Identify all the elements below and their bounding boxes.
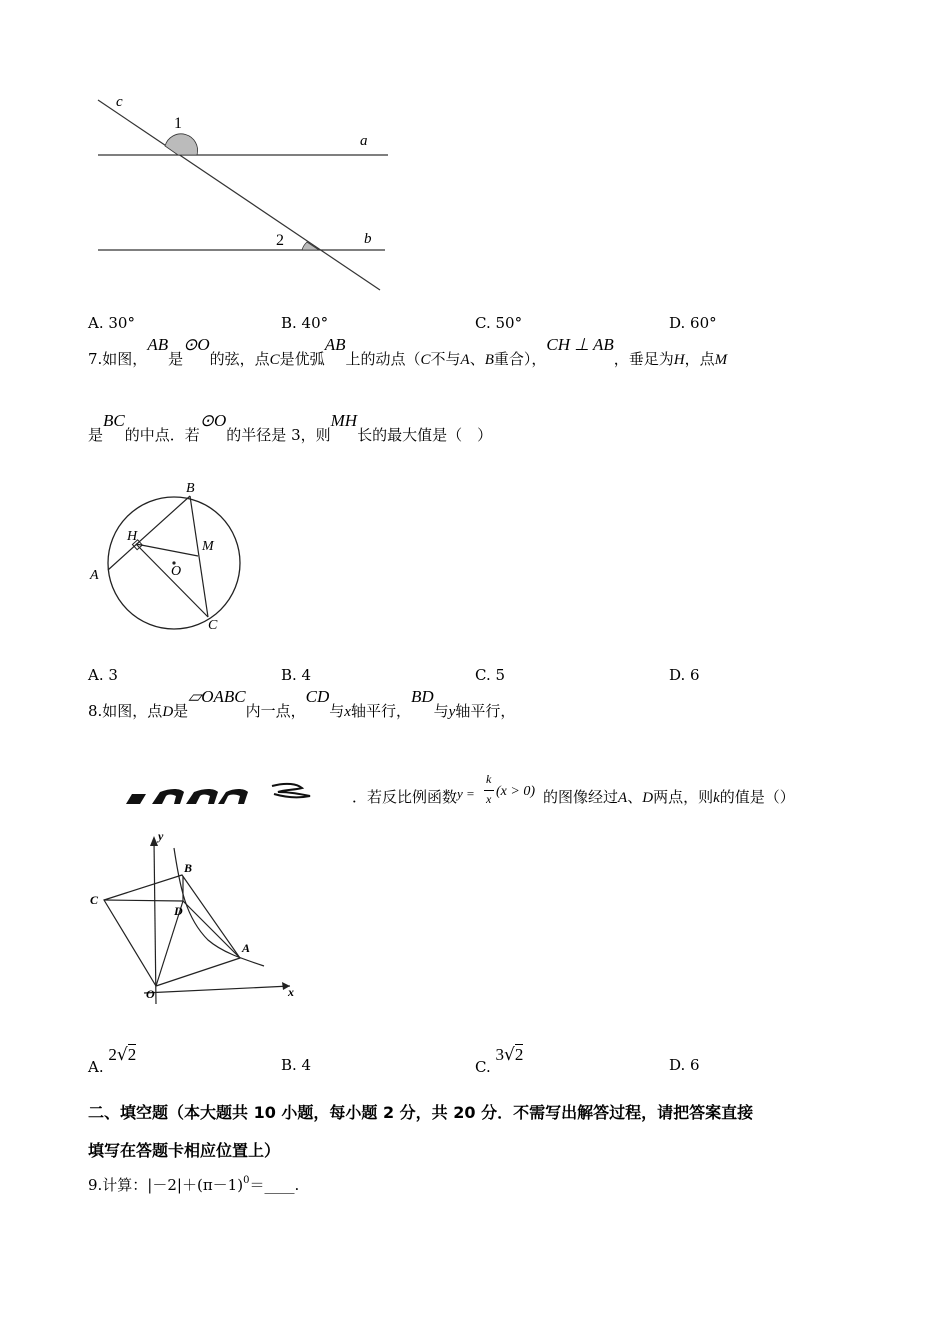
- q6-option-a: A. 30°: [88, 314, 135, 332]
- circle-figure: [86, 478, 256, 638]
- question-9: 9.计算：$|-2|+(\pi-1)^0=\_\_\_\_$.: [88, 1175, 300, 1194]
- q6-option-b: B. 40°: [281, 314, 329, 332]
- function-formula: y = k x (x > 0): [457, 772, 536, 806]
- label-C: C: [90, 893, 99, 907]
- section-2-heading-line-2: 填写在答题卡相应位置上）: [88, 1141, 281, 1160]
- label-b: b: [364, 231, 372, 247]
- label-O: O: [146, 987, 155, 1001]
- section-2-heading-line-1: 二、填空题（本大题共 10 小题，每小题 2 分，共 20 分．不需写出解答过程，请把答案直接: [88, 1103, 754, 1122]
- label-H: H: [127, 529, 138, 544]
- label-a: a: [360, 133, 368, 149]
- label-c: c: [116, 94, 123, 110]
- q7-option-c: C. 5: [475, 666, 506, 684]
- q8-option-a: A. 2√2: [88, 1045, 137, 1076]
- label-B: B: [186, 481, 195, 496]
- label-angle-1: 1: [174, 115, 182, 132]
- q7-option-d: D. 6: [669, 666, 700, 684]
- q6-option-d: D. 60°: [669, 314, 717, 332]
- q6-option-c: C. 50°: [475, 314, 523, 332]
- question-7-line-2: 是BC的中点．若⊙O的半径是 3，则MH长的最大值是（ ）: [88, 411, 493, 444]
- label-B: B: [184, 861, 193, 875]
- label-angle-2: 2: [276, 232, 284, 249]
- parallelogram-figure: [86, 828, 306, 1008]
- label-C: C: [208, 618, 218, 633]
- parallel-lines-figure: [90, 88, 400, 298]
- q7-option-a: A. 3: [88, 666, 118, 684]
- label-y: y: [158, 829, 164, 843]
- label-A: A: [242, 941, 251, 955]
- label-O: O: [171, 564, 182, 579]
- question-8-line-2: ．若反比例函数 y = k x (x > 0) 的图像经过A、D两点，则k的值是（）: [352, 772, 795, 806]
- question-8-line-1: 8.如图，点D是▱OABC内一点，CD与x轴平行，BD与y轴平行，: [88, 687, 516, 720]
- distorted-formula-image: [122, 782, 322, 808]
- label-x: x: [288, 985, 294, 999]
- q8-option-b: B. 4: [281, 1056, 312, 1074]
- label-A: A: [90, 568, 99, 583]
- q8-option-d: D. 6: [669, 1056, 700, 1074]
- label-D: D: [174, 904, 183, 918]
- q7-option-b: B. 4: [281, 666, 312, 684]
- label-M: M: [202, 539, 214, 554]
- q8-option-c: C. 3√2: [475, 1045, 524, 1076]
- question-7-line-1: 7.如图，AB是⊙O的弦，点C是优弧AB上的动点（C不与A、B重合），CH ⊥ AB，垂足为H，点M: [88, 335, 728, 368]
